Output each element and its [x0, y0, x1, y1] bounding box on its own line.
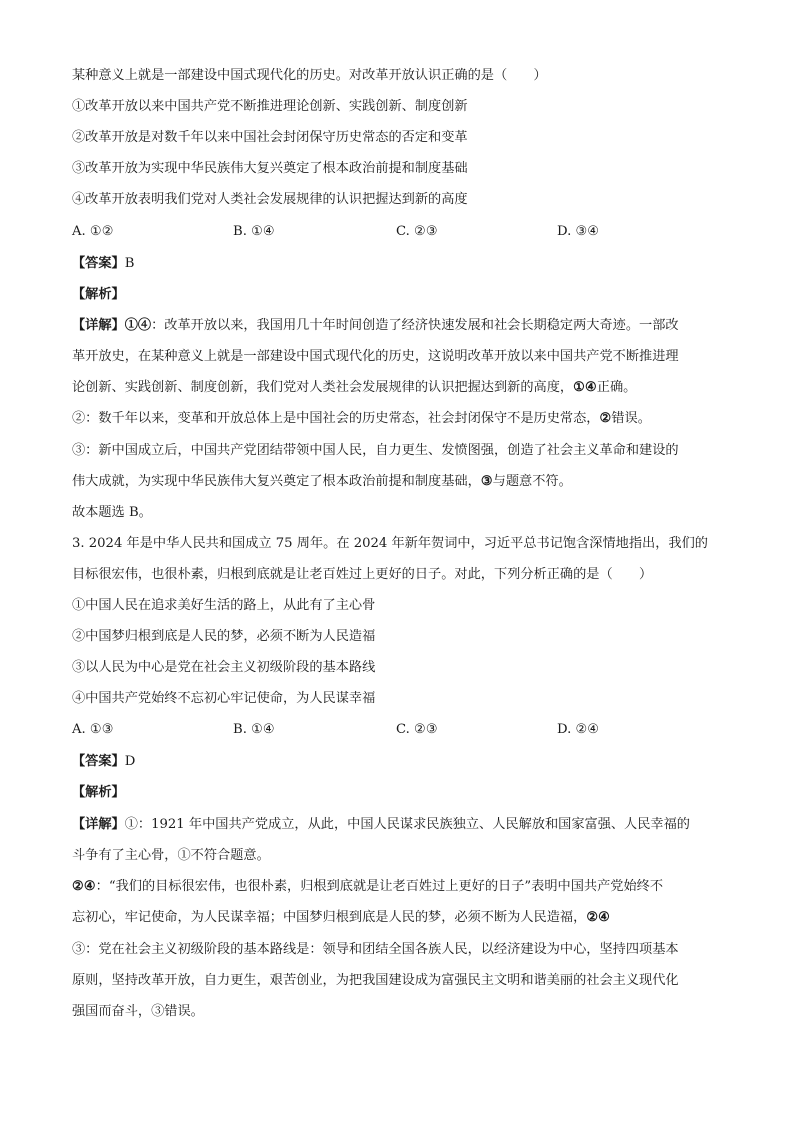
- q2-detail-bold-6: ③: [480, 474, 493, 489]
- q2-detail-text-4: ②：数千年以来，变革和开放总体上是中国社会的历史常态，社会封闭保守不是历史常态，: [72, 411, 600, 426]
- q3-item-4: ④中国共产党始终不忘初心牢记使命，为人民谋幸福: [72, 691, 376, 706]
- q3-answer: [72, 752, 724, 772]
- q2-detail-tail-6: 与题意不符。: [492, 474, 572, 489]
- q2-option-a: A. ①②: [72, 224, 114, 239]
- q3-stem-line-1: 3. 2024 年是中华人民共和国成立 75 周年。在 2024 年新年贺词中，习近平总书记饱含深情地指出，我们的: [72, 536, 708, 551]
- q2-option-d: D. ③④: [557, 224, 600, 239]
- q3-detail-line-7: 强国而奋斗，③错误。: [72, 1004, 204, 1019]
- q2-detail-line-1: [72, 316, 724, 336]
- q2-detail-text-6: 伟大成就，为实现中华民族伟大复兴奠定了根本政治前提和制度基础，: [72, 474, 481, 489]
- q3-detail-text-4: 忘初心，牢记使命，为人民谋幸福；中国梦归根到底是人民的梦，必须不断为人民造福，: [72, 910, 587, 925]
- q2-item-3: ③改革开放为实现中华民族伟大复兴奠定了根本政治前提和制度基础: [72, 161, 468, 176]
- q2-detail-text-1: ：改革开放以来，我国用几十年时间创造了经济快速发展和社会长期稳定两大奇迹。一部改: [151, 318, 679, 333]
- q3-detail-text-3: ：“我们的目标很宏伟，也很朴素，归根到底就是让老百姓过上更好的日子”表明中国共产党始终不: [95, 879, 664, 894]
- q3-item-1: ①中国人民在追求美好生活的路上，从此有了主心骨: [72, 598, 376, 613]
- q3-detail-line-1: [72, 815, 724, 835]
- q2-detail-line-6: [72, 472, 724, 492]
- q3-stem-line-2: 目标很宏伟，也很朴素，归根到底就是让老百姓过上更好的日子。对此，下列分析正确的是（ ）: [72, 567, 653, 582]
- q3-option-c: C. ②③: [396, 722, 438, 737]
- q2-answer-label: 【答案】: [72, 256, 125, 271]
- q2-detail-line-2: 革开放史，在某种意义上就是一部建设中国式现代化的历史，这说明改革开放以来中国共产党不断推进理: [72, 349, 679, 364]
- q2-detail-tail-3: 正确。: [596, 380, 637, 395]
- q2-option-c: C. ②③: [396, 224, 438, 239]
- q2-detail-bold-3: ①④: [573, 380, 597, 395]
- q2-analysis-label: 【解析】: [72, 287, 125, 302]
- q2-answer: [72, 254, 724, 274]
- q3-item-2: ②中国梦归根到底是人民的梦，必须不断为人民造福: [72, 629, 376, 644]
- q2-detail-line-5: ③：新中国成立后，中国共产党团结带领中国人民，自力更生、发愤图强，创造了社会主义革命和建设的: [72, 443, 679, 458]
- q2-item-4: ④改革开放表明我们党对人类社会发展规律的认识把握达到新的高度: [72, 192, 468, 207]
- q2-detail-line-4: [72, 409, 724, 429]
- q2-item-2: ②改革开放是对数千年以来中国社会封闭保守历史常态的否定和变革: [72, 130, 468, 145]
- q2-detail-bold-4: ②: [599, 411, 612, 426]
- q3-answer-value: D: [124, 754, 136, 769]
- q2-detail-line-3: [72, 378, 724, 398]
- q3-detail-label: 【详解】: [72, 817, 125, 832]
- q3-answer-label: 【答案】: [72, 754, 125, 769]
- q2-conclusion: 故本题选 B。: [72, 505, 152, 520]
- q3-analysis-label: 【解析】: [72, 785, 125, 800]
- q3-detail-bold-4: ②④: [586, 910, 610, 925]
- q3-detail-bold-3: ②④: [72, 879, 96, 894]
- q2-stem-tail: 某种意义上就是一部建设中国式现代化的历史。对改革开放认识正确的是（ ）: [72, 68, 547, 83]
- q2-detail-text-3: 论创新、实践创新、制度创新，我们党对人类社会发展规律的认识把握达到新的高度，: [72, 380, 574, 395]
- q2-option-b: B. ①④: [233, 224, 275, 239]
- q2-detail-label: 【详解】: [72, 318, 125, 333]
- q3-option-d: D. ②④: [557, 722, 600, 737]
- q3-detail-line-6: 原则，坚持改革开放，自力更生，艰苦创业，为把我国建设成为富强民主文明和谐美丽的社会主义现代化: [72, 973, 679, 988]
- q3-detail-line-2: 斗争有了主心骨，①不符合题意。: [72, 848, 270, 863]
- q3-option-a: A. ①③: [72, 722, 114, 737]
- q3-detail-line-3: [72, 877, 724, 897]
- q2-detail-tail-4: 错误。: [611, 411, 651, 426]
- q3-detail-text-1: ①：1921 年中国共产党成立，从此，中国人民谋求民族独立、人民解放和国家富强、人民幸福的: [124, 817, 690, 832]
- q3-detail-line-5: ③：党在社会主义初级阶段的基本路线是：领导和团结全国各族人民，以经济建设为中心，坚持四项基本: [72, 942, 679, 957]
- q2-item-1: ①改革开放以来中国共产党不断推进理论创新、实践创新、制度创新: [72, 99, 468, 114]
- q2-answer-value: B: [124, 256, 135, 271]
- q3-item-3: ③以人民为中心是党在社会主义初级阶段的基本路线: [72, 660, 376, 675]
- q3-option-b: B. ①④: [233, 722, 275, 737]
- q2-detail-bold-1: ①④: [124, 318, 152, 333]
- q3-detail-line-4: [72, 908, 724, 928]
